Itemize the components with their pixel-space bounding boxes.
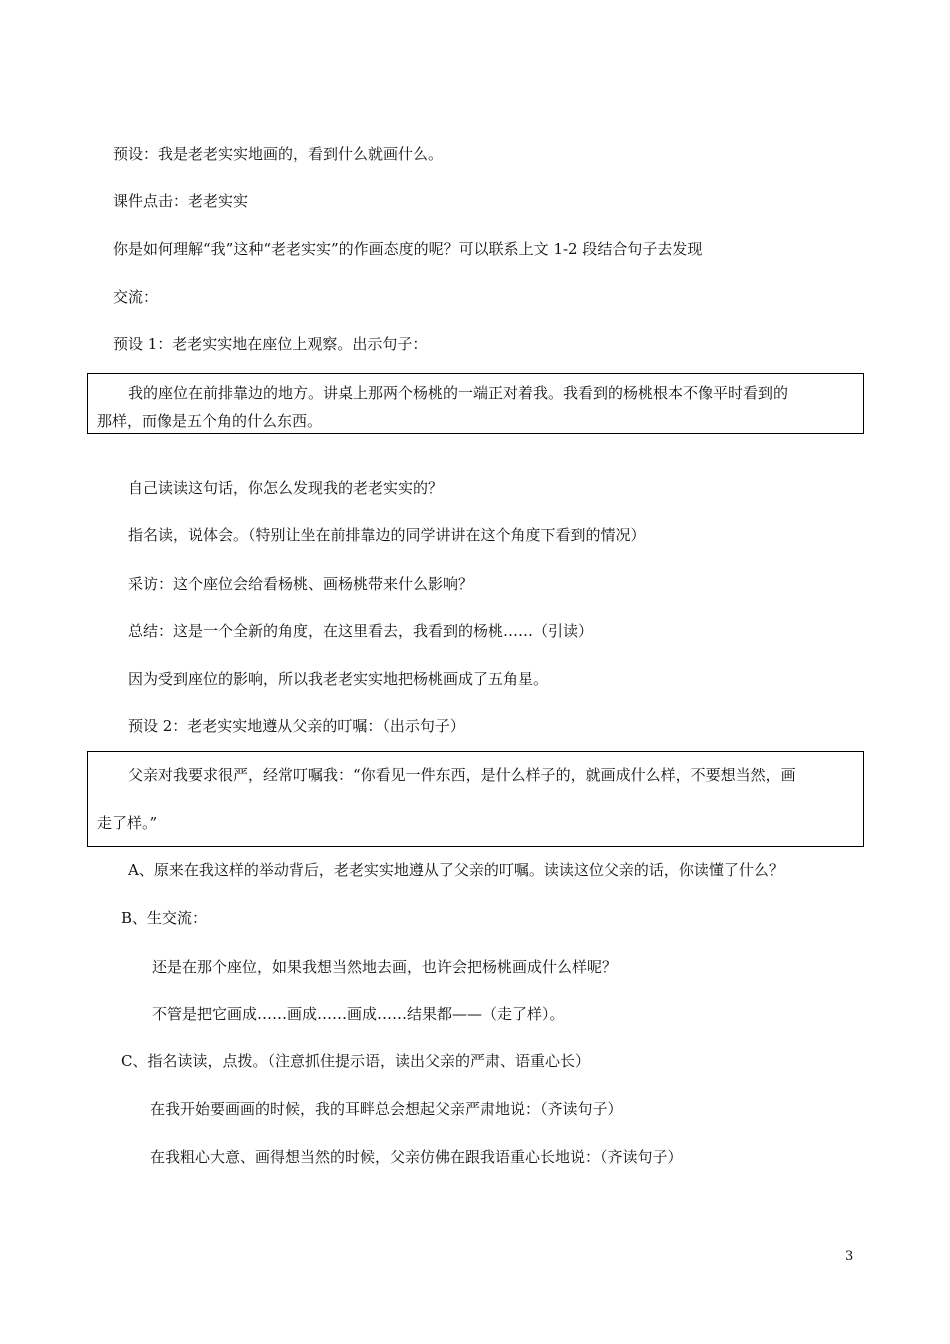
paragraph-same-seat: 还是在那个座位，如果我想当然地去画，也许会把杨桃画成什么样呢？ <box>152 958 618 976</box>
quote-box-seat <box>87 373 864 434</box>
paragraph-question: 你是如何理解“我”这种“老老实实”的作画态度的呢？可以联系上文 1-2 段结合句子去发现 <box>113 240 703 258</box>
paragraph-courseware-click: 课件点击：老老实实 <box>113 192 249 210</box>
quote-box-father-line-1: 父亲对我要求很严，经常叮嘱我：“你看见一件东西，是什么样子的，就画成什么样，不要想当然，画 <box>128 766 796 784</box>
paragraph-preset-2: 预设 2：老老实实地遵从父亲的叮嘱：（出示句子） <box>128 717 465 735</box>
paragraph-name-read: 指名读，说体会。（特别让坐在前排靠边的同学讲讲在这个角度下看到的情况） <box>128 526 646 544</box>
quote-box-father <box>87 751 864 847</box>
paragraph-preset: 预设：我是老老实实地画的，看到什么就画什么。 <box>113 145 444 163</box>
paragraph-when-drawing: 在我开始要画画的时候，我的耳畔总会想起父亲严肃地说：（齐读句子） <box>150 1100 623 1118</box>
quote-box-father-line-2: 走了样。” <box>97 814 158 832</box>
paragraph-when-careless: 在我粗心大意、画得想当然的时候，父亲仿佛在跟我语重心长地说：（齐读句子） <box>150 1148 683 1166</box>
paragraph-self-read: 自己读读这句话，你怎么发现我的老老实实的？ <box>128 479 444 497</box>
page-number: 3 <box>845 1249 854 1264</box>
paragraph-c: C、指名读读，点拨。（注意抓住提示语，读出父亲的严肃、语重心长） <box>121 1052 590 1070</box>
paragraph-exchange: 交流： <box>113 288 159 306</box>
paragraph-summary: 总结：这是一个全新的角度，在这里看去，我看到的杨桃……（引读） <box>128 622 594 640</box>
quote-box-seat-line-1: 我的座位在前排靠边的地方。讲桌上那两个杨桃的一端正对着我。我看到的杨桃根本不像平时看到的 <box>128 384 789 402</box>
paragraph-preset-1: 预设 1：老老实实地在座位上观察。出示句子： <box>113 335 428 353</box>
paragraph-b: B、生交流： <box>121 909 208 927</box>
paragraph-a: A、原来在我这样的举动背后，老老实实地遵从了父亲的叮嘱。读读这位父亲的话，你读懂了什么？ <box>128 861 784 879</box>
paragraph-because: 因为受到座位的影响，所以我老老实实地把杨桃画成了五角星。 <box>128 670 549 688</box>
paragraph-no-matter: 不管是把它画成……画成……画成……结果都——（走了样）。 <box>152 1005 565 1023</box>
paragraph-interview: 采访：这个座位会给看杨桃、画杨桃带来什么影响？ <box>128 575 474 593</box>
quote-box-seat-line-2: 那样，而像是五个角的什么东西。 <box>97 412 323 430</box>
